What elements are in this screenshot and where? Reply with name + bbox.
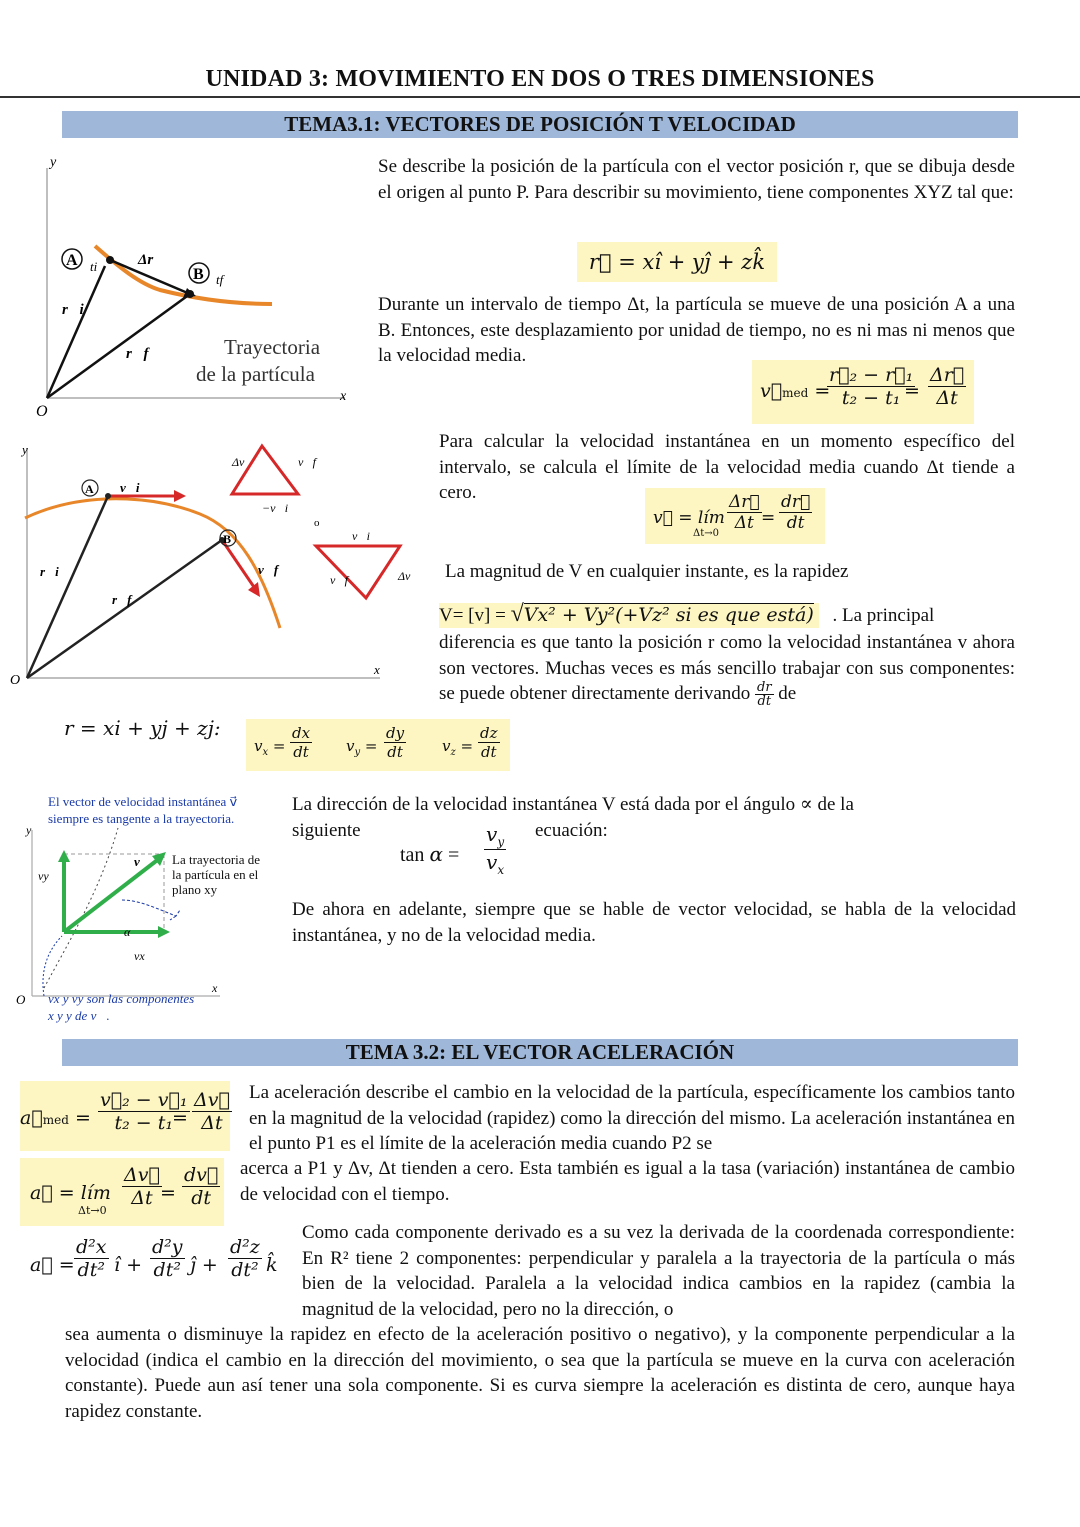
- axis-x-label-2: x: [374, 662, 380, 677]
- label-rf: r⃗f: [126, 346, 149, 362]
- eq-acceleration-components: a⃗ = $\frac{\text{d²x}}{\text{dt²}}$ î + $\frac{\text{d²y}}{\text{dt²}}$ ĵ + $\frac{\text{d²z}}{\text{dt²}}$ k̂: [30, 1236, 278, 1281]
- label-alpha: α: [124, 925, 131, 939]
- vector-v: [64, 858, 160, 932]
- fig3-caption-right-3: plano xy: [172, 882, 218, 897]
- point-a-2: [105, 493, 111, 499]
- r-components: r = xi + yj + zj:: [64, 716, 221, 740]
- magnitude-rest: . La principal: [832, 605, 935, 626]
- s1-paragraph-5-text: diferencia es que tanto la posición r como la velocidad instantánea v ahora son vectores. Muchas veces es más sencillo trabajar con sus componentes: se puede obtener directamente derivando: [439, 632, 1015, 704]
- s1-paragraph-3: Para calcular la velocidad instantánea en un momento específico del intervalo, se calcula el límite de la velocidad media cuando Δt tiende a cero.: [439, 431, 1015, 503]
- axis-y-label-3: y: [26, 823, 32, 837]
- label-a: A: [66, 252, 78, 269]
- unit-title: UNIDAD 3: MOVIMIENTO EN DOS O TRES DIMENSIONES: [205, 66, 875, 92]
- arrowhead-vy: [58, 850, 70, 862]
- label-vi-tri2: v⃗i: [352, 529, 370, 543]
- label-a-2: A: [85, 482, 94, 496]
- s2-paragraph-1: La aceleración describe el cambio en la velocidad de la partícula, específicamente los cambios tanto en la magnitud de la velocidad (rapidez) como la dirección del mismo. La aceleración instantánea en el punto P1 es el límite de la aceleración media cuando P2 se: [249, 1082, 1015, 1154]
- label-dv-tri1: Δv⃗: [232, 455, 254, 469]
- s1-magnitude-line: V= [v] = √Vx² + Vy²(+Vz² si es que está) . La principal: [439, 601, 935, 627]
- label-vf-tri1: v⃗f: [298, 455, 316, 469]
- s1-paragraph-5-end: de: [778, 683, 797, 704]
- caption-trajectory-1: Trayectoria: [224, 335, 321, 359]
- label-ri: r⃗i: [62, 302, 84, 318]
- s1-paragraph-6a: La dirección de la velocidad instantánea V está dada por el ángulo ∝ de la: [292, 794, 854, 815]
- eq-velocity-components: $v_x$ = $\frac{dx}{dt}$ $v_y$ = $\frac{dy}{dt}$ $v_z$ = $\frac{dz}{dt}$: [246, 719, 510, 771]
- eq-instant-velocity: v⃗ = lím Δt→0 $\frac{\Delta r⃗}{\Delta t}$ = $\frac{dr⃗}{dt}$: [645, 488, 825, 544]
- s1-paragraph-6b: siguiente: [292, 820, 361, 841]
- label-small-o: o: [314, 517, 320, 529]
- arrowhead-vf: [248, 582, 260, 597]
- fig3-caption-right: [172, 852, 260, 897]
- eq-mean-acceleration: a⃗med = $\frac{\text{v⃗₂ − v⃗₁}}{\text{t₂ − t₁}}$ = $\frac{\Delta v⃗}{\Delta t}$: [20, 1081, 230, 1151]
- label-b-2: B: [223, 532, 232, 546]
- label-vf-tri2: v⃗f: [330, 573, 348, 587]
- label-vf-2: v⃗f: [258, 562, 279, 577]
- topic1-band: TEMA3.1: VECTORES DE POSICIÓN T VELOCIDAD: [62, 111, 1018, 138]
- axis-x-label-3: x: [212, 981, 218, 995]
- triangle-vector-subtraction-2: [316, 546, 400, 598]
- topic2-band: TEMA 3.2: EL VECTOR ACELERACIÓN: [62, 1039, 1018, 1066]
- origin-label: O: [36, 403, 48, 420]
- title-rule: [0, 96, 1080, 98]
- s1-paragraph-2: Durante un intervalo de tiempo Δt, la partícula se mueve de una posición A a una B. Entonces, este desplazamiento por unidad de tiempo, no es ni mas ni menos que la velocidad media.: [378, 294, 1015, 366]
- point-b: [186, 290, 194, 298]
- s1-paragraph-5: diferencia es que tanto la posición r como la velocidad instantánea v ahora son vectores. Muchas veces es más sencillo trabajar con sus componentes: se puede obtener directamente derivando $\frac{dr}{dt}$ de: [439, 632, 1015, 710]
- label-negvi-tri1: −v⃗i: [262, 501, 289, 515]
- s1-paragraph-7: De ahora en adelante, siempre que se hable de vector velocidad, se habla de la velocidad instantánea, y no de la velocidad media.: [292, 899, 1016, 946]
- arrowhead-vi: [174, 490, 186, 502]
- fig3-caption-top-2: siempre es tangente a la trayectoria.: [48, 811, 235, 826]
- s1-paragraph-1: Se describe la posición de la partícula con el vector posición r, que se dibuja desde el origen al punto P. Para describir su movimiento, tiene componentes XYZ tal que:: [378, 156, 1015, 203]
- fig3-caption-right-2: la partícula en el: [172, 867, 259, 882]
- label-vy: vy: [38, 869, 49, 883]
- s2-paragraph-3: sea aumenta o disminuye la rapidez en efecto de la aceleración positivo o negativo), y la componente perpendicular a la velocidad (indica el cambio en la dirección del movimiento, o sea que la partícula se mueve en la curva con aceleración constante). Puede aun así tener una sola componente. Si es curva siempre la aceleración es distinta de cero, aunque haya rapidez constante.: [65, 1324, 1015, 1422]
- eq-mean-velocity: v⃗med = $\frac{\text{r⃗₂ − r⃗₁}}{\text{t₂ − t₁}}$ = $\frac{\Delta r⃗}{\Delta t}$: [752, 360, 974, 424]
- origin-label-3: O: [16, 992, 26, 1007]
- label-v: v⃗: [134, 854, 150, 869]
- triangle-vector-subtraction-1: [232, 446, 298, 494]
- label-ti: ti: [90, 259, 98, 274]
- point-a: [106, 256, 114, 264]
- s2-paragraph-1b: acerca a P1 y Δv, Δt tienden a cero. Esta también es igual a la tasa (variación) instantánea de cambio de velocidad con el tiempo.: [240, 1158, 1015, 1205]
- fig3-caption-bottom-2: x y y de v⃗.: [48, 1008, 110, 1023]
- origin-label-2: O: [10, 673, 21, 688]
- eq-instant-acceleration: a⃗ = lím Δt→0 $\frac{\Delta v⃗}{\Delta t}$ = $\frac{dv⃗}{dt}$: [20, 1158, 224, 1226]
- eq-position-vector: r⃗ = xî + yĵ + zk̂: [577, 242, 777, 282]
- label-tf: tf: [216, 272, 224, 287]
- magnitude-sqrt: Vx² + Vy²(+Vz² si es que está): [523, 604, 814, 626]
- label-b: B: [193, 266, 204, 283]
- label-vx: vx: [134, 949, 145, 963]
- s1-paragraph-4: La magnitud de V en cualquier instante, es la rapidez: [445, 561, 849, 582]
- fig3-caption-bottom-1: vx y vy son las componentes: [48, 991, 195, 1006]
- axis-y-label-2: y: [22, 442, 28, 457]
- trajectory-curve: [95, 246, 272, 304]
- label-ri-2: r⃗i: [40, 564, 59, 579]
- label-dv-tri2: Δv⃗: [398, 569, 420, 583]
- trajectory-curve-2: [25, 499, 280, 628]
- axis-x-label: x: [340, 389, 347, 404]
- label-dr: Δr⃗: [138, 252, 165, 268]
- caption-pointer-bottom: [43, 936, 62, 996]
- label-vi-2: v⃗i: [120, 480, 140, 495]
- fig3-caption-right-1: La trayectoria de: [172, 852, 261, 867]
- axis-y-label: y: [50, 155, 57, 170]
- vector-vf-at-b: [222, 540, 256, 590]
- fig3-caption-top-1: El vector de velocidad instantánea v⃗: [48, 794, 238, 809]
- s1-paragraph-6c: ecuación:: [535, 820, 608, 841]
- trajectory-dotted: [44, 828, 118, 988]
- figure-position-vectors: [0, 148, 370, 430]
- s2-paragraph-2: Como cada componente derivado es a su vez la derivada de la coordenada correspondiente: En R² tiene 2 componentes: perpendicular y paralela a la trayectoria de la partícula o más bien de la velocidad. Paralela a la velocidad indica cambios en la rapidez (cambia la magnitud de la velocidad, pero no la dirección, o: [302, 1222, 1015, 1320]
- vector-rf-2: [27, 540, 222, 678]
- magnitude-lead: V= [v] =: [439, 605, 506, 626]
- caption-trajectory-2: de la partícula: [196, 362, 315, 386]
- caption-pointer: [122, 900, 180, 920]
- label-rf-2: r⃗f: [112, 592, 132, 607]
- figure-velocity-vectors: [0, 432, 430, 690]
